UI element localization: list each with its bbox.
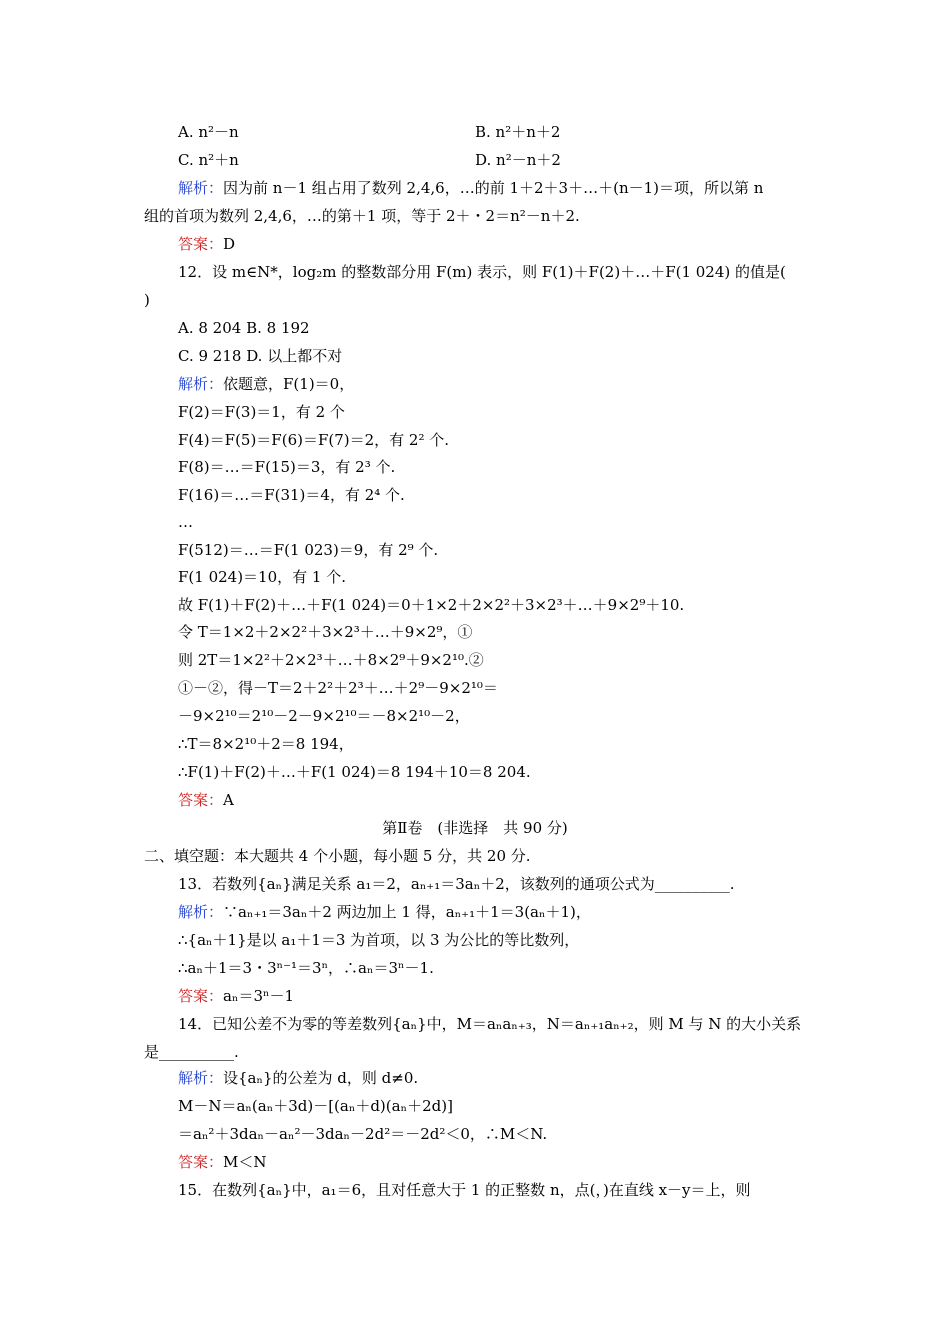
q13-analysis-line: ∴aₙ＋1＝3・3ⁿ⁻¹＝3ⁿ，∴aₙ＝3ⁿ－1. [178,959,434,977]
q12-analysis-line: ①－②，得－T＝2＋2²＋2³＋…＋2⁹－9×2¹⁰＝ [178,679,498,697]
q11-option-d: D. n²－n＋2 [475,151,561,169]
q13-stem: 13．若数列{aₙ}满足关系 a₁＝2，aₙ₊₁＝3aₙ＋2，该数列的通项公式为__________. [178,875,735,893]
q13-answer-value: aₙ＝3ⁿ－1 [223,987,295,1005]
q14-stem: 14．已知公差不为零的等差数列{aₙ}中，M＝aₙaₙ₊₃，N＝aₙ₊₁aₙ₊₂，则 M 与 N 的大小关系 [178,1015,802,1033]
q12-analysis-line: F(4)＝F(5)＝F(6)＝F(7)＝2，有 2² 个. [178,431,450,449]
q14-analysis-line: M－N＝aₙ(aₙ＋3d)－[(aₙ＋d)(aₙ＋2d)] [178,1097,453,1115]
analysis-label: 解析： [178,903,224,921]
q11-option-c: C. n²＋n [178,151,239,169]
q14-stem-cont: 是__________. [144,1043,239,1061]
q12-answer-value: A [223,791,234,809]
q12-analysis-line: F(1 024)＝10，有 1 个. [178,568,346,586]
q12-analysis-line: －9×2¹⁰＝2¹⁰－2－9×2¹⁰＝－8×2¹⁰－2， [178,707,470,725]
q12-analysis-line: F(512)＝…＝F(1 023)＝9，有 2⁹ 个. [178,541,439,559]
q11-answer [178,234,235,254]
analysis-label: 解析： [178,179,224,197]
section-intro: 二、填空题：本大题共 4 个小题，每小题 5 分，共 20 分. [144,847,531,865]
q13-analysis-first [178,902,591,922]
answer-label: 答案： [178,1153,224,1171]
q12-options-ab: A. 8 204 B. 8 192 [178,319,310,337]
q15-stem: 15．在数列{aₙ}中，a₁＝6，且对任意大于 1 的正整数 n，点(，)在直线 x－y＝上，则 [178,1181,751,1199]
analysis-label: 解析： [178,375,224,393]
q14-analysis-first-text: 设{aₙ}的公差为 d，则 d≠0. [223,1069,419,1087]
q12-stem: 12．设 m∈N*，log₂m 的整数部分用 F(m) 表示，则 F(1)＋F(2)＋…＋F(1 024) 的值是( [178,263,786,281]
q14-answer [178,1152,267,1172]
q12-analysis-first-text: 依题意，F(1)＝0， [223,375,355,393]
q11-option-b: B. n²＋n＋2 [475,123,561,141]
q12-analysis-line: 故 F(1)＋F(2)＋…＋F(1 024)＝0＋1×2＋2×2²＋3×2³＋…＋9×2⁹＋10. [178,596,685,614]
q14-analysis-line: ＝aₙ²＋3daₙ－aₙ²－3daₙ－2d²＝－2d²＜0，∴M＜N. [178,1125,548,1143]
analysis-label: 解析： [178,1069,224,1087]
answer-label: 答案： [178,987,224,1005]
answer-label: 答案： [178,791,224,809]
q12-analysis-line: F(2)＝F(3)＝1，有 2 个 [178,403,345,421]
q11-answer-value: D [223,235,236,253]
q12-analysis-line: 则 2T＝1×2²＋2×2³＋…＋8×2⁹＋9×2¹⁰.② [178,651,484,669]
q13-answer [178,986,294,1006]
q14-analysis-first [178,1068,418,1088]
q12-analysis-first [178,374,354,394]
q12-analysis-line: ∴F(1)＋F(2)＋…＋F(1 024)＝8 194＋10＝8 204. [178,763,531,781]
answer-label: 答案： [178,235,224,253]
q13-analysis-line: ∴{aₙ＋1}是以 a₁＋1＝3 为首项，以 3 为公比的等比数列， [178,931,580,949]
q11-analysis-line2: 组的首项为数列 2,4,6，…的第＋1 项，等于 2＋・2＝n²－n＋2. [144,207,580,225]
q12-stem-close: ) [144,291,150,309]
q12-options-cd: C. 9 218 D. 以上都不对 [178,347,343,365]
q12-analysis-line: F(8)＝…＝F(15)＝3，有 2³ 个. [178,458,396,476]
q14-answer-value: M＜N [223,1153,267,1171]
q12-answer [178,790,234,810]
q12-analysis-line: 令 T＝1×2＋2×2²＋3×2³＋…＋9×2⁹，① [178,623,473,641]
q11-analysis-line1 [178,178,763,198]
q12-analysis-line: ∴T＝8×2¹⁰＋2＝8 194， [178,735,354,753]
q12-analysis-line: … [178,513,193,531]
section-title: 第Ⅱ卷 (非选择 共 90 分) [382,819,568,837]
q13-analysis-first-text: ∵aₙ₊₁＝3aₙ＋2 两边加上 1 得，aₙ₊₁＋1＝3(aₙ＋1)， [223,903,591,921]
q11-option-a: A. n²－n [178,123,239,141]
q11-analysis-text1: 因为前 n－1 组占用了数列 2,4,6，…的前 1＋2＋3＋…＋(n－1)＝项，所以第 n [223,179,764,197]
q12-analysis-line: F(16)＝…＝F(31)＝4，有 2⁴ 个. [178,486,405,504]
